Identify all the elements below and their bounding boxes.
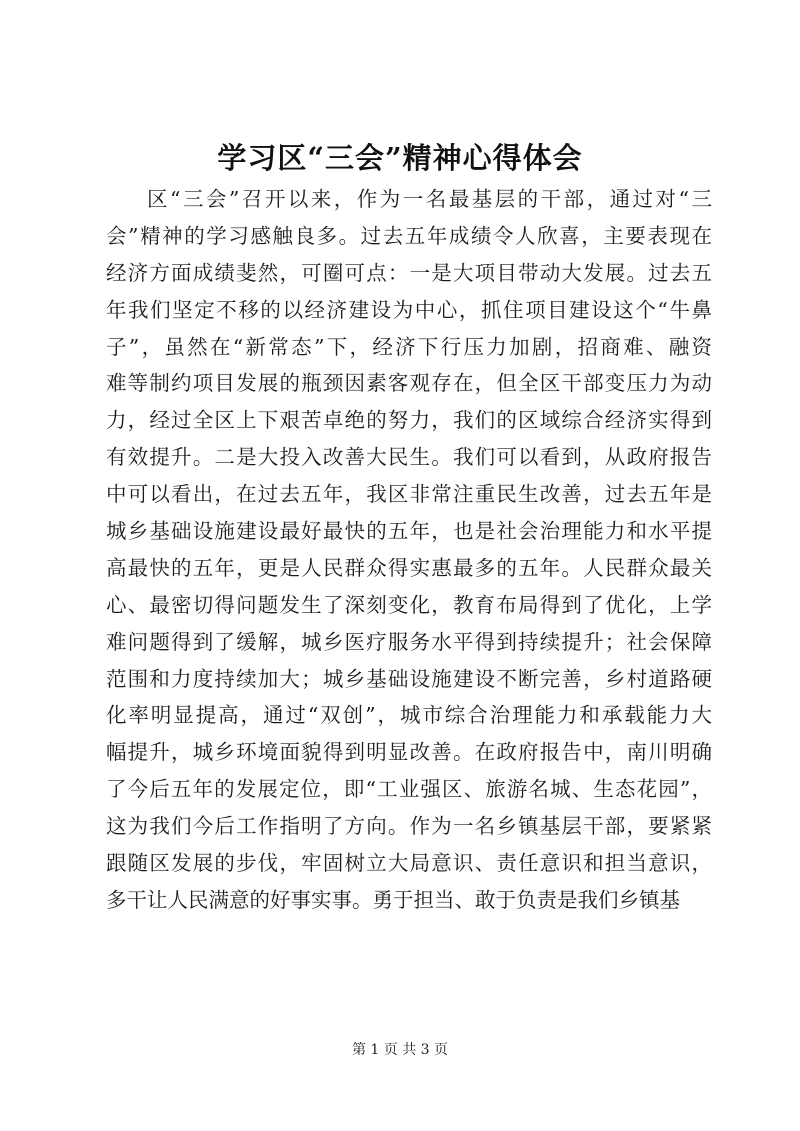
body-line: 多干让人民满意的好事实事。勇于担当、敢于负责是我们乡镇基 bbox=[106, 887, 680, 912]
document-body bbox=[106, 181, 712, 919]
body-line: 跟随区发展的步伐，牢固树立大局意识、责任意识和担当意识， bbox=[106, 851, 712, 876]
body-line: 中可以看出，在过去五年，我区非常注重民生改善，过去五年是 bbox=[106, 482, 712, 507]
body-line: 这为我们今后工作指明了方向。作为一名乡镇基层干部，要紧紧 bbox=[106, 814, 712, 839]
body-line: 难等制约项目发展的瓶颈因素客观存在，但全区干部变压力为动 bbox=[106, 371, 712, 396]
body-line: 力，经过全区上下艰苦卓绝的努力，我们的区域综合经济实得到 bbox=[106, 408, 712, 433]
body-line: 心、最密切得问题发生了深刻变化，教育布局得到了优化，上学 bbox=[106, 592, 712, 617]
body-line: 高最快的五年，更是人民群众得实惠最多的五年。人民群众最关 bbox=[106, 555, 712, 580]
body-line: 了今后五年的发展定位，即“工业强区、旅游名城、生态花园”， bbox=[106, 777, 712, 802]
body-line: 难问题得到了缓解，城乡医疗服务水平得到持续提升；社会保障 bbox=[106, 629, 712, 654]
body-line: 经济方面成绩斐然，可圈可点：一是大项目带动大发展。过去五 bbox=[106, 260, 712, 285]
body-line: 子”，虽然在“新常态”下，经济下行压力加剧，招商难、融资 bbox=[106, 334, 712, 359]
body-line: 会”精神的学习感触良多。过去五年成绩令人欣喜，主要表现在 bbox=[106, 223, 712, 248]
body-line: 化率明显提高，通过“双创”，城市综合治理能力和承载能力大 bbox=[106, 703, 712, 728]
document-title: 学习区“三会”精神心得体会 bbox=[217, 141, 583, 175]
page-number-footer: 第 1 页 共 3 页 bbox=[351, 1042, 449, 1058]
body-line: 区“三会”召开以来，作为一名最基层的干部，通过对“三 bbox=[147, 187, 712, 211]
body-line: 范围和力度持续加大；城乡基础设施建设不断完善，乡村道路硬 bbox=[106, 666, 712, 691]
body-line: 有效提升。二是大投入改善大民生。我们可以看到，从政府报告 bbox=[106, 445, 712, 470]
body-line: 年我们坚定不移的以经济建设为中心，抓住项目建设这个“牛鼻 bbox=[106, 297, 712, 322]
body-line: 幅提升，城乡环境面貌得到明显改善。在政府报告中，南川明确 bbox=[106, 740, 712, 765]
body-line: 城乡基础设施建设最好最快的五年，也是社会治理能力和水平提 bbox=[106, 519, 712, 544]
